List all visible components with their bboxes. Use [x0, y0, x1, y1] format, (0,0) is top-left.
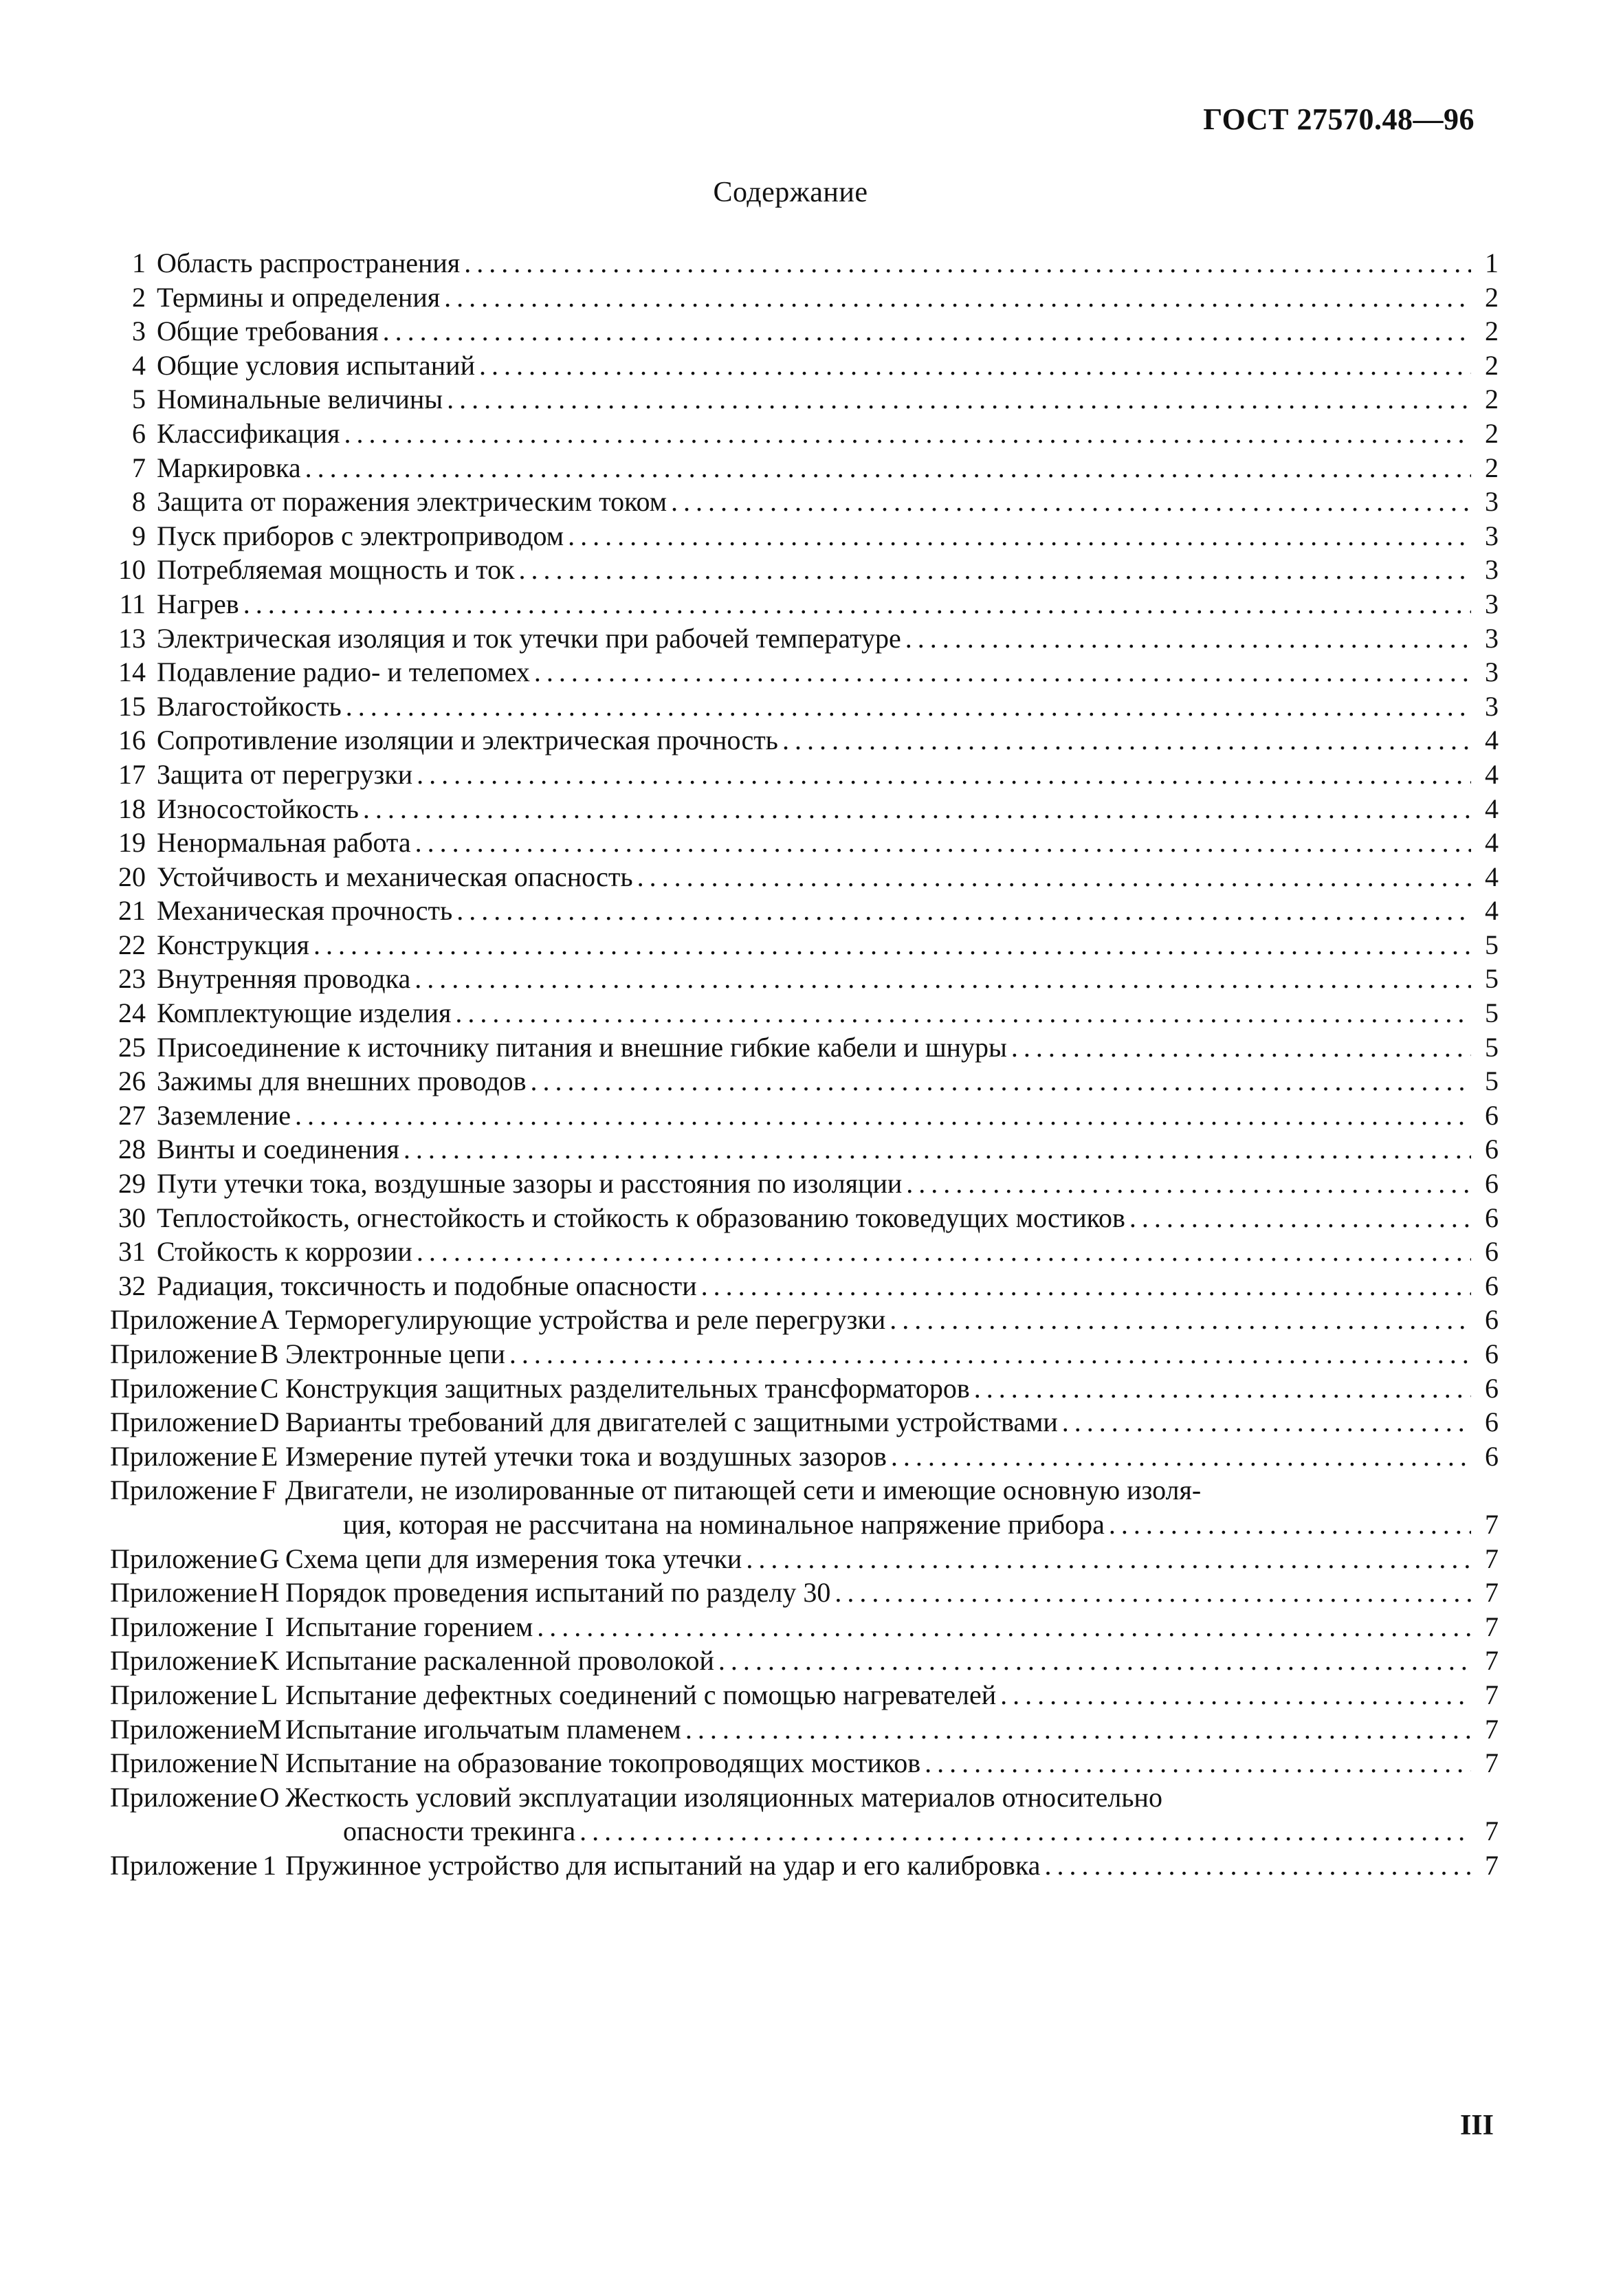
- toc-entry-title: Комплектующие изделия: [157, 997, 452, 1029]
- toc-appendix-entry[interactable]: [110, 1678, 1499, 1712]
- toc-entry-page: 7: [1485, 1849, 1499, 1881]
- appendix-title: Испытание раскаленной проволокой: [285, 1645, 714, 1677]
- dot-leader: [410, 962, 1471, 996]
- toc-entry-page: 3: [1485, 656, 1499, 688]
- toc-entry-page: 4: [1485, 827, 1499, 859]
- toc-appendix-entry[interactable]: [110, 1371, 1499, 1406]
- toc-entry[interactable]: [110, 792, 1499, 826]
- toc-entry-page: 6: [1485, 1099, 1499, 1131]
- toc-entry-page: 6: [1485, 1270, 1499, 1301]
- toc-entry-page: 7: [1485, 1508, 1499, 1540]
- appendix-word: Приложение: [110, 1440, 258, 1472]
- table-of-contents: [110, 246, 1499, 1883]
- toc-entry-number: 14: [118, 656, 146, 688]
- appendix-title: Испытание дефектных соединений с помощью нагревателей: [285, 1679, 997, 1710]
- appendix-letter: E: [261, 1440, 278, 1472]
- toc-entry[interactable]: [110, 928, 1499, 962]
- toc-appendix-entry[interactable]: [110, 1746, 1499, 1780]
- dot-leader: [1125, 1201, 1471, 1235]
- toc-entry[interactable]: [110, 349, 1499, 383]
- toc-entry[interactable]: [110, 1064, 1499, 1099]
- toc-entry-title: Защита от перегрузки: [157, 758, 413, 790]
- toc-entry-page: 2: [1485, 316, 1499, 347]
- toc-entry-page: 7: [1485, 1747, 1499, 1779]
- toc-entry-number: 13: [118, 622, 146, 654]
- toc-entry-title: Ненормальная работа: [157, 827, 411, 859]
- toc-entry-page: 5: [1485, 963, 1499, 995]
- appendix-label: [110, 1780, 285, 1815]
- appendix-title: Терморегулирующие устройства и реле перегрузки: [285, 1304, 886, 1336]
- toc-appendix-entry[interactable]: [110, 1405, 1499, 1439]
- appendix-label: [110, 1337, 285, 1371]
- dot-leader: [1007, 1030, 1471, 1065]
- toc-entry[interactable]: [110, 758, 1499, 792]
- appendix-title: Испытание на образование токопроводящих мостиков: [285, 1747, 921, 1779]
- appendix-letter: K: [259, 1645, 280, 1677]
- toc-entry-page: 6: [1485, 1304, 1499, 1336]
- dot-leader: [681, 1712, 1471, 1747]
- toc-entry-title: Электрическая изоляция и ток утечки при рабочей температуре: [157, 622, 901, 654]
- dot-leader: [1058, 1405, 1471, 1439]
- toc-entry-number: 2: [132, 281, 146, 313]
- toc-entry[interactable]: [110, 655, 1499, 689]
- toc-appendix-entry[interactable]: [110, 1780, 1499, 1815]
- appendix-letter: N: [259, 1747, 280, 1779]
- toc-entry-number: 28: [118, 1134, 146, 1165]
- toc-entry-page: 7: [1485, 1815, 1499, 1847]
- toc-entry-page: 4: [1485, 861, 1499, 892]
- toc-entry[interactable]: [110, 894, 1499, 928]
- toc-entry-number: 9: [132, 520, 146, 551]
- appendix-label: [110, 1542, 285, 1576]
- toc-entry[interactable]: [110, 485, 1499, 519]
- toc-entry[interactable]: [110, 826, 1499, 860]
- toc-entry-number: 5: [132, 384, 146, 415]
- toc-entry-title: Присоединение к источнику питания и внешние гибкие кабели и шнуры: [157, 1031, 1007, 1063]
- toc-entry-number: 17: [118, 758, 146, 790]
- toc-appendix-continuation[interactable]: [110, 1814, 1499, 1848]
- dot-leader: [887, 1439, 1471, 1474]
- toc-entry[interactable]: [110, 587, 1499, 621]
- toc-entry-title: Стойкость к коррозии: [157, 1236, 412, 1268]
- appendix-word: Приложение: [110, 1679, 258, 1710]
- toc-entry[interactable]: [110, 1201, 1499, 1235]
- dot-leader: [901, 621, 1471, 656]
- dot-leader: [309, 928, 1471, 962]
- appendix-label: [110, 1303, 285, 1337]
- toc-entry[interactable]: [110, 1167, 1499, 1201]
- document-code: ГОСТ 27570.48—96: [1203, 102, 1475, 136]
- toc-entry-title: Область распространения: [157, 247, 461, 278]
- toc-entry-number: 16: [118, 725, 146, 756]
- toc-entry[interactable]: [110, 723, 1499, 758]
- toc-entry-page: 6: [1485, 1372, 1499, 1404]
- dot-leader: [564, 519, 1471, 553]
- appendix-label: [110, 1473, 285, 1508]
- toc-entry[interactable]: [110, 689, 1499, 724]
- toc-entry-page: 7: [1485, 1543, 1499, 1574]
- toc-entry-page: 7: [1485, 1577, 1499, 1609]
- appendix-title: Двигатели, не изолированные от питающей сети и имеющие основную изоля-: [285, 1475, 1202, 1506]
- dot-leader: [451, 996, 1471, 1030]
- toc-entry-page: 3: [1485, 554, 1499, 586]
- dot-leader: [902, 1167, 1471, 1201]
- appendix-word: Приложение: [110, 1713, 258, 1745]
- toc-entry-title: Теплостойкость, огнестойкость и стойкость к образованию токоведущих мостиков: [157, 1202, 1125, 1233]
- toc-entry-number: 29: [118, 1168, 146, 1200]
- toc-entry-number: 15: [118, 690, 146, 722]
- appendix-title: Варианты требований для двигателей с защитными устройствами: [285, 1406, 1058, 1438]
- toc-entry-page: 2: [1485, 417, 1499, 449]
- appendix-label: [110, 1678, 285, 1712]
- toc-entry-page: 6: [1485, 1338, 1499, 1369]
- appendix-label: [110, 1712, 285, 1747]
- toc-entry[interactable]: [110, 382, 1499, 417]
- toc-appendix-entry[interactable]: [110, 1473, 1499, 1508]
- dot-leader: [460, 246, 1471, 280]
- toc-appendix-entry[interactable]: [110, 1610, 1499, 1644]
- dot-leader: [1105, 1508, 1471, 1542]
- toc-title: Содержание: [713, 177, 868, 208]
- dot-leader: [533, 1610, 1471, 1644]
- toc-entry-number: 6: [132, 417, 146, 449]
- toc-entry[interactable]: [110, 962, 1499, 996]
- toc-entry-page: 6: [1485, 1168, 1499, 1200]
- dot-leader: [530, 655, 1471, 689]
- toc-entry[interactable]: [110, 519, 1499, 553]
- appendix-letter: D: [259, 1406, 280, 1438]
- appendix-title: Испытание горением: [285, 1611, 533, 1642]
- appendix-word: Приложение: [110, 1338, 258, 1369]
- toc-entry-title: Влагостойкость: [157, 690, 342, 722]
- toc-entry-number: 1: [132, 247, 146, 278]
- toc-entry-number: 22: [118, 929, 146, 960]
- dot-leader: [633, 860, 1471, 894]
- toc-entry-number: 31: [118, 1236, 146, 1268]
- toc-appendix-entry[interactable]: [110, 1303, 1499, 1337]
- appendix-letter: B: [260, 1338, 279, 1369]
- toc-entry-page: 4: [1485, 758, 1499, 790]
- toc-entry-page: 2: [1485, 384, 1499, 415]
- dot-leader: [996, 1678, 1471, 1712]
- toc-entry-number: 19: [118, 827, 146, 859]
- appendix-title: Схема цепи для измерения тока утечки: [285, 1543, 742, 1574]
- toc-appendix-entry[interactable]: [110, 1848, 1499, 1883]
- appendix-title: Испытание игольчатым пламенем: [285, 1713, 681, 1745]
- toc-entry[interactable]: [110, 860, 1499, 894]
- toc-entry-page: 2: [1485, 452, 1499, 483]
- dot-leader: [399, 1132, 1471, 1167]
- dot-leader: [301, 451, 1471, 485]
- appendix-label: [110, 1644, 285, 1678]
- toc-entry[interactable]: [110, 246, 1499, 280]
- appendix-label: [110, 1848, 285, 1883]
- toc-entry-title: Износостойкость: [157, 793, 359, 824]
- appendix-word: Приложение: [110, 1406, 258, 1438]
- toc-entry-number: 25: [118, 1031, 146, 1063]
- toc-entry-number: 23: [118, 963, 146, 995]
- toc-appendix-entry[interactable]: [110, 1542, 1499, 1576]
- toc-entry-title: Общие условия испытаний: [157, 349, 475, 381]
- appendix-letter: 1: [263, 1849, 276, 1881]
- appendix-letter: L: [261, 1679, 278, 1710]
- appendix-word: Приложение: [110, 1645, 258, 1677]
- toc-entry-number: 30: [118, 1202, 146, 1233]
- appendix-title: Порядок проведения испытаний по разделу 30: [285, 1577, 831, 1609]
- appendix-letter: G: [259, 1543, 280, 1574]
- appendix-label: [110, 1439, 285, 1474]
- appendix-title: Электронные цепи: [285, 1338, 505, 1369]
- appendix-label: [110, 1610, 285, 1644]
- dot-leader: [342, 689, 1471, 724]
- appendix-word: Приложение: [110, 1577, 258, 1609]
- toc-entry-page: 3: [1485, 520, 1499, 551]
- toc-entry-page: 5: [1485, 1031, 1499, 1063]
- toc-entry-page: 5: [1485, 929, 1499, 960]
- toc-entry-number: 24: [118, 997, 146, 1029]
- toc-entry[interactable]: [110, 314, 1499, 349]
- appendix-word: Приложение: [110, 1372, 258, 1404]
- dot-leader: [697, 1269, 1471, 1303]
- toc-entry-title: Номинальные величины: [157, 384, 443, 415]
- toc-entry-number: 11: [119, 588, 146, 619]
- toc-entry[interactable]: [110, 1269, 1499, 1303]
- toc-entry-number: 7: [132, 452, 146, 483]
- toc-entry-title: Радиация, токсичность и подобные опасности: [157, 1270, 697, 1301]
- toc-entry-page: 4: [1485, 895, 1499, 927]
- dot-leader: [778, 723, 1471, 758]
- appendix-word: Приложение: [110, 1304, 258, 1336]
- toc-entry-number: 20: [118, 861, 146, 892]
- dot-leader: [527, 1064, 1472, 1099]
- dot-leader: [412, 758, 1471, 792]
- dot-leader: [475, 349, 1471, 383]
- appendix-label: [110, 1576, 285, 1610]
- toc-entry-page: 3: [1485, 622, 1499, 654]
- toc-entry-page: 6: [1485, 1236, 1499, 1268]
- toc-entry-number: 27: [118, 1099, 146, 1131]
- dot-leader: [443, 382, 1471, 417]
- dot-leader: [885, 1303, 1471, 1337]
- toc-appendix-entry[interactable]: [110, 1644, 1499, 1678]
- appendix-letter: M: [257, 1713, 282, 1745]
- toc-appendix-entry[interactable]: [110, 1337, 1499, 1371]
- appendix-word: Приложение: [110, 1475, 258, 1506]
- toc-entry-page: 3: [1485, 588, 1499, 619]
- toc-entry-number: 3: [132, 316, 146, 347]
- toc-entry-number: 21: [118, 895, 146, 927]
- toc-entry-title: Заземление: [157, 1099, 291, 1131]
- appendix-title-continuation: ция, которая не рассчитана на номинальное напряжение прибора: [343, 1508, 1105, 1540]
- toc-entry[interactable]: [110, 417, 1499, 451]
- toc-entry-page: 5: [1485, 1066, 1499, 1097]
- dot-leader: [667, 485, 1471, 519]
- dot-leader: [359, 792, 1471, 826]
- appendix-letter: O: [259, 1781, 280, 1813]
- dot-leader: [452, 894, 1471, 928]
- appendix-label: [110, 1405, 285, 1439]
- toc-entry-title: Зажимы для внешних проводов: [157, 1066, 527, 1097]
- toc-entry-page: 4: [1485, 793, 1499, 824]
- toc-entry-page: 6: [1485, 1440, 1499, 1472]
- appendix-word: Приложение: [110, 1747, 258, 1779]
- toc-entry[interactable]: [110, 451, 1499, 485]
- toc-entry-title: Термины и определения: [157, 281, 441, 313]
- toc-entry-page: 6: [1485, 1134, 1499, 1165]
- toc-entry-title: Пуск приборов с электроприводом: [157, 520, 564, 551]
- toc-entry-page: 5: [1485, 997, 1499, 1029]
- dot-leader: [714, 1644, 1471, 1678]
- toc-appendix-entry[interactable]: [110, 1439, 1499, 1474]
- toc-entry-number: 8: [132, 486, 146, 518]
- appendix-letter: I: [265, 1611, 274, 1642]
- dot-leader: [440, 280, 1471, 315]
- toc-entry-page: 2: [1485, 281, 1499, 313]
- toc-entry-title: Сопротивление изоляции и электрическая прочность: [157, 725, 778, 756]
- toc-entry[interactable]: [110, 280, 1499, 315]
- toc-entry-page: 7: [1485, 1611, 1499, 1642]
- appendix-letter: H: [259, 1577, 280, 1609]
- toc-entry-page: 6: [1485, 1406, 1499, 1438]
- toc-entry-page: 3: [1485, 486, 1499, 518]
- toc-entry[interactable]: [110, 1099, 1499, 1133]
- toc-entry-title: Конструкция: [157, 929, 309, 960]
- page-number: III: [1459, 2110, 1494, 2141]
- dot-leader: [970, 1371, 1471, 1406]
- toc-entry-page: 6: [1485, 1202, 1499, 1233]
- toc-entry-page: 1: [1485, 247, 1499, 278]
- toc-entry-title: Классификация: [157, 417, 340, 449]
- toc-entry-number: 26: [118, 1066, 146, 1097]
- dot-leader: [239, 587, 1471, 621]
- toc-entry-page: 7: [1485, 1645, 1499, 1677]
- toc-entry[interactable]: [110, 996, 1499, 1030]
- toc-entry-title: Подавление радио- и телепомех: [157, 656, 530, 688]
- appendix-letter: F: [261, 1475, 278, 1506]
- toc-entry-page: 7: [1485, 1713, 1499, 1745]
- dot-leader: [920, 1746, 1471, 1780]
- dot-leader: [505, 1337, 1471, 1371]
- appendix-word: Приложение: [110, 1543, 258, 1574]
- toc-entry-title: Винты и соединения: [157, 1134, 399, 1165]
- toc-appendix-continuation[interactable]: [110, 1508, 1499, 1542]
- toc-entry[interactable]: [110, 621, 1499, 656]
- toc-entry-number: 10: [118, 554, 146, 586]
- appendix-letter: A: [259, 1304, 280, 1336]
- toc-appendix-entry[interactable]: [110, 1576, 1499, 1610]
- dot-leader: [742, 1542, 1471, 1576]
- appendix-label: [110, 1746, 285, 1780]
- dot-leader: [575, 1814, 1471, 1848]
- toc-entry-page: 7: [1485, 1679, 1499, 1710]
- appendix-word: Приложение: [110, 1781, 258, 1813]
- toc-entry-number: 4: [132, 349, 146, 381]
- appendix-title: Жесткость условий эксплуатации изоляционных материалов относительно: [285, 1781, 1162, 1813]
- appendix-title-continuation: опасности трекинга: [343, 1815, 576, 1847]
- toc-entry-title: Устойчивость и механическая опасность: [157, 861, 633, 892]
- toc-appendix-entry[interactable]: [110, 1712, 1499, 1747]
- toc-entry-page: 2: [1485, 349, 1499, 381]
- toc-entry-title: Механическая прочность: [157, 895, 453, 927]
- toc-entry[interactable]: [110, 1235, 1499, 1269]
- toc-entry[interactable]: [110, 1132, 1499, 1167]
- dot-leader: [515, 553, 1471, 587]
- dot-leader: [340, 417, 1471, 451]
- toc-entry-title: Пути утечки тока, воздушные зазоры и расстояния по изоляции: [157, 1168, 903, 1200]
- appendix-letter: C: [260, 1372, 279, 1404]
- toc-entry-page: 4: [1485, 725, 1499, 756]
- toc-entry-number: 18: [118, 793, 146, 824]
- toc-entry-title: Маркировка: [157, 452, 301, 483]
- toc-entry[interactable]: [110, 1030, 1499, 1065]
- toc-entry-title: Нагрев: [157, 588, 239, 619]
- dot-leader: [830, 1576, 1471, 1610]
- dot-leader: [412, 1235, 1471, 1269]
- toc-entry-title: Внутренняя проводка: [157, 963, 411, 995]
- dot-leader: [411, 826, 1471, 860]
- toc-entry-title: Общие требования: [157, 316, 379, 347]
- toc-entry-number: 32: [118, 1270, 146, 1301]
- appendix-word: Приложение: [110, 1611, 258, 1642]
- dot-leader: [291, 1099, 1471, 1133]
- dot-leader: [379, 314, 1471, 349]
- appendix-title: Конструкция защитных разделительных трансформаторов: [285, 1372, 970, 1404]
- appendix-title: Пружинное устройство для испытаний на удар и его калибровка: [285, 1849, 1041, 1881]
- appendix-word: Приложение: [110, 1849, 258, 1881]
- appendix-label: [110, 1371, 285, 1406]
- toc-entry-title: Потребляемая мощность и ток: [157, 554, 515, 586]
- toc-entry-title: Защита от поражения электрическим током: [157, 486, 667, 518]
- toc-entry-page: 3: [1485, 690, 1499, 722]
- dot-leader: [1040, 1848, 1471, 1883]
- appendix-title: Измерение путей утечки тока и воздушных зазоров: [285, 1440, 887, 1472]
- toc-entry[interactable]: [110, 553, 1499, 587]
